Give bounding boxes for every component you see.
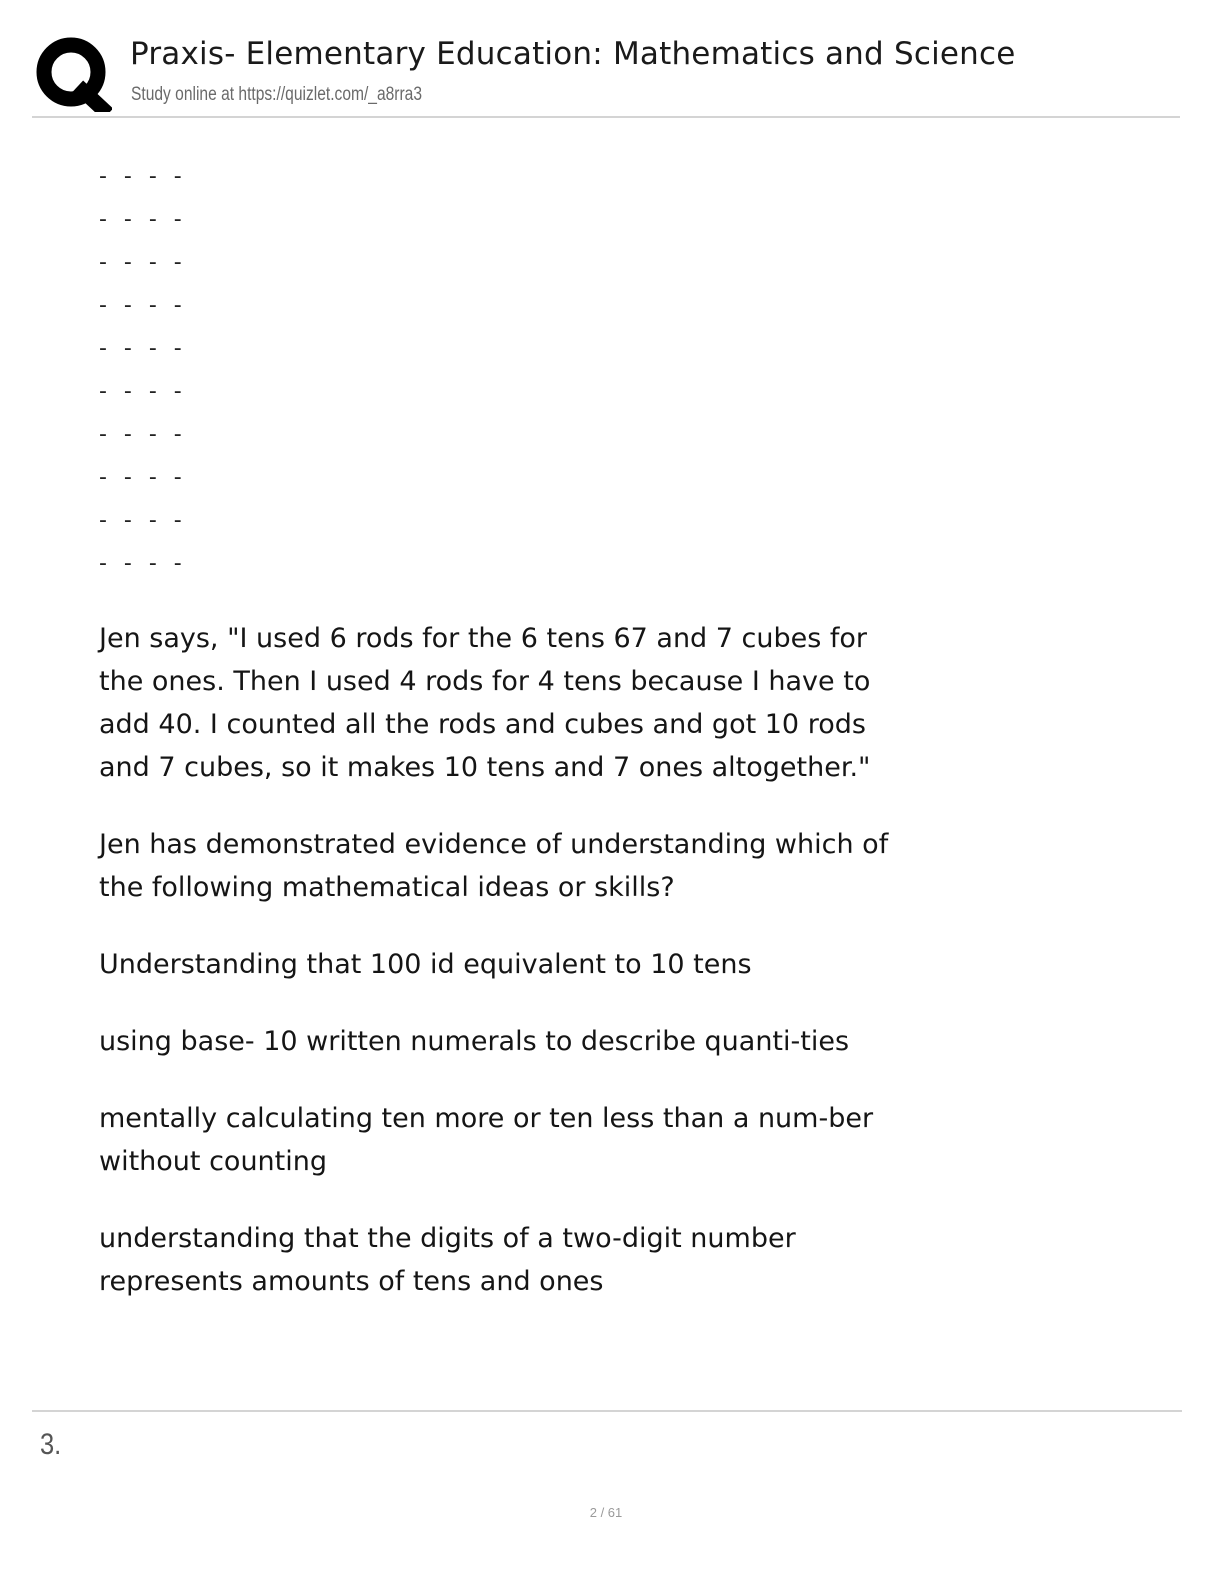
dash-line: - - - - <box>99 164 187 189</box>
dash-line: - - - - <box>99 508 187 533</box>
answer-option: using base- 10 written numerals to describe quanti-ties <box>99 1026 850 1057</box>
answer-option: understanding that the digits of a two-digit number represents amounts of tens and ones <box>99 1223 796 1297</box>
dash-line: - - - - <box>99 379 187 404</box>
story-paragraph: Jen says, "I used 6 rods for the 6 tens 67 and 7 cubes for the ones. Then I used 4 rods for 4 tens because I have to add 40. I counted all the rods and cubes and got 10 rods and 7 cubes, so it makes 10 tens and 7 ones altogether." <box>99 623 871 783</box>
quizlet-logo-icon <box>34 34 112 112</box>
dash-line: - - - - <box>99 207 187 232</box>
dash-line: - - - - <box>99 465 187 490</box>
flashcard-content <box>99 155 899 1303</box>
page-header <box>32 30 1180 118</box>
question-paragraph: Jen has demonstrated evidence of understanding which of the following mathematical ideas or skills? <box>99 829 889 903</box>
dash-line: - - - - <box>99 422 187 447</box>
dash-list <box>99 155 899 585</box>
next-card-number: 3. <box>40 1428 62 1461</box>
dash-line: - - - - <box>99 250 187 275</box>
card-divider <box>32 1410 1182 1412</box>
page-number: 2 / 61 <box>589 1505 623 1520</box>
document-title: Praxis- Elementary Education: Mathematics and Science <box>130 36 1016 72</box>
dash-line: - - - - <box>99 551 187 576</box>
dash-line: - - - - <box>99 336 187 361</box>
answer-option: Understanding that 100 id equivalent to 10 tens <box>99 949 752 980</box>
answer-option: mentally calculating ten more or ten less than a num-ber without counting <box>99 1103 874 1177</box>
study-online-link[interactable]: Study online at https://quizlet.com/_a8rra3 <box>131 84 422 105</box>
dash-line: - - - - <box>99 293 187 318</box>
